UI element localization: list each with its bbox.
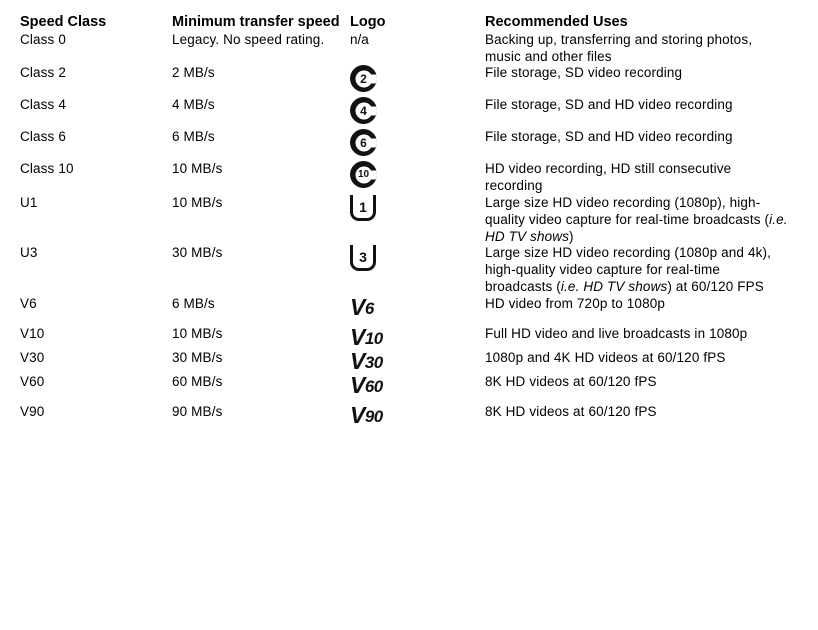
- logo-wrapper: [350, 296, 477, 320]
- cell-logo: [350, 129, 485, 161]
- uhs-speed-class-logo-icon: [350, 195, 376, 221]
- cell-logo: [350, 161, 485, 195]
- v-logo-letter: V: [350, 401, 365, 428]
- cell-recommended-uses: Full HD video and live broadcasts in 1080p: [485, 325, 748, 341]
- table-row: [20, 245, 798, 296]
- v-logo-number: 90: [364, 406, 383, 426]
- cell-speed-class: Class 4: [20, 97, 66, 113]
- table-row: [20, 32, 798, 66]
- c-logo-number: 2: [360, 71, 367, 86]
- cell-recommended-uses: HD video from 720p to 1080p: [485, 296, 666, 312]
- logo-wrapper: [350, 323, 477, 350]
- cell-logo: [350, 347, 485, 374]
- video-speed-class-logo-icon: [350, 347, 383, 374]
- table-row: [20, 374, 798, 404]
- speed-class-c-logo-icon: [350, 129, 377, 156]
- table-row: [20, 65, 798, 97]
- table-row: [20, 97, 798, 129]
- table-row: [20, 195, 798, 246]
- recommended-uses-text-fragment: i.e. HD TV shows: [560, 279, 668, 295]
- column-header-logo: Logo: [350, 14, 386, 30]
- cell-recommended-uses: [485, 195, 798, 246]
- cell-speed-class: V90: [20, 403, 45, 419]
- cell-logo: [350, 65, 485, 97]
- table-row: [20, 326, 798, 350]
- cell-speed-class: U1: [20, 194, 38, 210]
- recommended-uses-text-fragment: ) at 60/120 FPS: [667, 279, 764, 295]
- c-logo-number: 6: [360, 135, 367, 150]
- cell-min-transfer-speed: 10 MB/s: [172, 194, 223, 210]
- column-header-min-transfer-speed: Minimum transfer speed: [172, 14, 340, 30]
- c-logo-number: 10: [357, 168, 370, 180]
- logo-not-available-label: n/a: [350, 31, 369, 47]
- recommended-uses-text-fragment: Large size HD video recording (1080p), high-quality video capture for real-time broadcasts (: [485, 194, 770, 227]
- cell-recommended-uses: File storage, SD video recording: [485, 65, 683, 81]
- cell-min-transfer-speed: 60 MB/s: [172, 373, 223, 389]
- cell-speed-class: V30: [20, 349, 45, 365]
- logo-wrapper: [350, 401, 477, 428]
- cell-recommended-uses: HD video recording, HD still consecutive recording: [485, 161, 732, 193]
- speed-class-c-logo-icon: [350, 161, 377, 188]
- cell-recommended-uses: File storage, SD and HD video recording: [485, 129, 733, 145]
- cell-logo: [350, 371, 485, 404]
- logo-wrapper: [350, 347, 477, 374]
- cell-logo: [350, 296, 485, 326]
- v-logo-letter: V: [350, 294, 365, 321]
- uhs-speed-class-logo-icon: [350, 245, 376, 271]
- cell-speed-class: V10: [20, 325, 45, 341]
- logo-wrapper: [350, 129, 477, 161]
- cell-logo: [350, 97, 485, 129]
- table-row: [20, 129, 798, 161]
- cell-logo: [350, 32, 485, 66]
- u-logo-number: 3: [359, 249, 367, 266]
- table-header: [20, 14, 798, 32]
- recommended-uses-text-fragment: Large size HD video recording (1080p and 4k), high-quality video capture for real-time broadcasts (: [485, 245, 771, 295]
- video-speed-class-logo-icon: [350, 371, 383, 398]
- logo-wrapper: [350, 97, 477, 129]
- cell-recommended-uses: 1080p and 4K HD videos at 60/120 fPS: [485, 349, 726, 365]
- logo-wrapper: [350, 245, 477, 276]
- video-speed-class-logo-icon: [350, 323, 383, 350]
- cell-speed-class: V60: [20, 373, 45, 389]
- logo-wrapper: [350, 371, 477, 398]
- v-logo-number: 10: [364, 328, 383, 348]
- cell-recommended-uses: Backing up, transferring and storing photos, music and other files: [485, 31, 753, 64]
- cell-recommended-uses: [485, 245, 798, 296]
- cell-recommended-uses: File storage, SD and HD video recording: [485, 97, 733, 113]
- v-logo-number: 6: [364, 299, 374, 319]
- table-body: [20, 32, 798, 428]
- u-logo-number: 1: [359, 198, 367, 215]
- speed-class-c-logo-icon: [350, 97, 377, 124]
- cell-logo: [350, 401, 485, 428]
- cell-logo: [350, 195, 485, 246]
- recommended-uses-text-fragment: ): [569, 228, 574, 244]
- cell-speed-class: Class 10: [20, 161, 74, 177]
- logo-wrapper: [350, 161, 477, 193]
- cell-min-transfer-speed: 6 MB/s: [172, 296, 215, 312]
- c-logo-number: 4: [360, 103, 367, 118]
- cell-speed-class: Class 0: [20, 31, 66, 47]
- logo-wrapper: [350, 65, 477, 97]
- cell-recommended-uses: 8K HD videos at 60/120 fPS: [485, 373, 657, 389]
- cell-min-transfer-speed: 30 MB/s: [172, 245, 223, 261]
- sd-card-speed-class-table: [20, 14, 798, 427]
- v-logo-letter: V: [350, 347, 365, 374]
- v-logo-letter: V: [350, 371, 365, 398]
- table-row: [20, 404, 798, 428]
- cell-min-transfer-speed: 6 MB/s: [172, 129, 215, 145]
- v-logo-letter: V: [350, 323, 365, 350]
- speed-class-c-logo-icon: [350, 65, 377, 92]
- cell-recommended-uses: 8K HD videos at 60/120 fPS: [485, 403, 657, 419]
- logo-wrapper: [350, 195, 477, 226]
- cell-min-transfer-speed: 4 MB/s: [172, 97, 215, 113]
- cell-min-transfer-speed: 10 MB/s: [172, 161, 223, 177]
- cell-min-transfer-speed: 2 MB/s: [172, 65, 215, 81]
- video-speed-class-logo-icon: [350, 401, 383, 428]
- table-row: [20, 296, 798, 326]
- column-header-recommended-uses: Recommended Uses: [485, 14, 628, 30]
- cell-min-transfer-speed: Legacy. No speed rating.: [172, 31, 325, 47]
- recommended-uses-text-fragment: i.e. HD TV shows: [485, 211, 788, 244]
- table-header-row: [20, 14, 798, 32]
- cell-logo: [350, 323, 485, 350]
- cell-speed-class: Class 6: [20, 129, 66, 145]
- cell-logo: [350, 245, 485, 296]
- video-speed-class-logo-icon: [350, 296, 374, 320]
- table-row: [20, 161, 798, 195]
- cell-min-transfer-speed: 30 MB/s: [172, 349, 223, 365]
- v-logo-number: 30: [364, 352, 383, 372]
- table-row: [20, 350, 798, 374]
- cell-speed-class: Class 2: [20, 65, 66, 81]
- column-header-speed-class: Speed Class: [20, 14, 107, 30]
- cell-speed-class: U3: [20, 245, 38, 261]
- cell-min-transfer-speed: 10 MB/s: [172, 325, 223, 341]
- cell-speed-class: V6: [20, 296, 37, 312]
- v-logo-number: 60: [364, 376, 383, 396]
- cell-min-transfer-speed: 90 MB/s: [172, 403, 223, 419]
